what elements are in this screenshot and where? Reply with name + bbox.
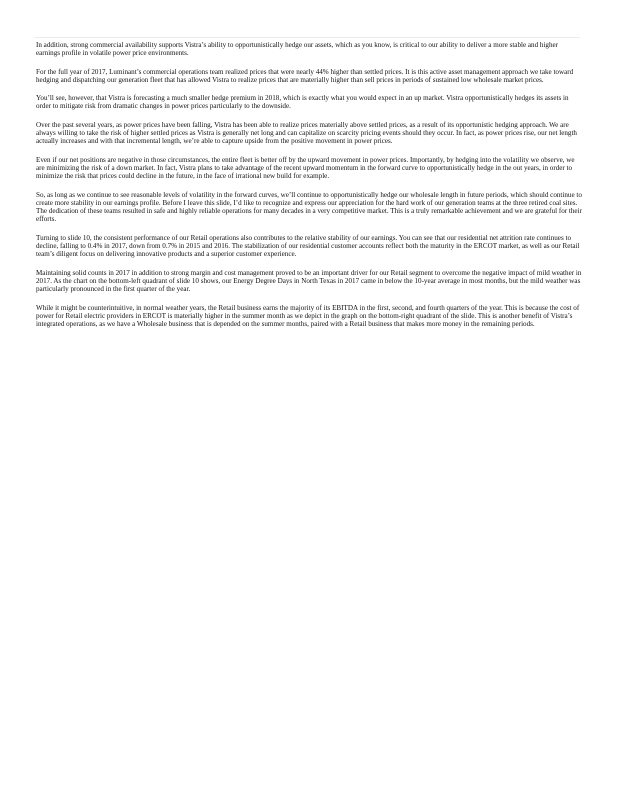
paragraph-forward-curves: So, as long as we continue to see reasonable levels of volatility in the forward curves, we’ll continue to opportunistically hedge our wholesale length in future periods, which should continue to create more stability in our earnings profile. Before I leave this slide, I’d like to recognize and express our appreciation for the hard work of our generation teams at the three retired coal sites. The dedication of these teams resulted in safe and highly reliable operations for many decades in a very competitive market. This is a truly remarkable achievement and we are grateful for their efforts.	[36, 190, 582, 224]
paragraph-mild-weather: Maintaining solid counts in 2017 in addition to strong margin and cost management proved to be an important driver for our Retail segment to overcome the negative impact of mild weather in 2017. As the chart on the bottom-left quadrant of slide 10 shows, our Energy Degree Days in North Texas in 2017 came in below the 10-year average in most months, but the mild weather was particularly pronounced in the first quarter of the year.	[36, 268, 582, 294]
paragraph-realized-prices-2017: For the full year of 2017, Luminant’s commercial operations team realized prices that were nearly 44% higher than settled prices. It is this active asset management approach we take toward hedging and dispatching our generation fleet that has allowed Vistra to realize prices that are materially higher than sell prices in periods of sustained low wholesale market prices.	[36, 67, 574, 84]
paragraph-hedge-premium-2018: You’ll see, however, that Vistra is forecasting a much smaller hedge premium in 2018, which is exactly what you would expect in an up market. Vistra opportunistically hedges its assets in order to mitigate risk from dramatic changes in power prices particularly to the downside.	[36, 94, 569, 111]
document-body	[36, 41, 582, 338]
paragraph-opportunistic-hedging: Over the past several years, as power prices have been falling, Vistra has been able to realize prices materially above settled prices, as a result of its opportunistic hedging approach. We are always willing to take the risk of higher settled prices as Vistra is generally net long and can capitalize on scarcity pricing events should they occur. In fact, as power prices rise, our net length actually increases and with that incremental length, we’re able to capture upside from the positive movement in power prices.	[36, 120, 577, 146]
paragraph-net-positions: Even if our net positions are negative in those circumstances, the entire fleet is better off by the upward movement in power prices. Importantly, by hedging into the volatility we observe, we are minimizing the risk of a down market. In fact, Vistra plans to take advantage of the recent upward momentum in the forward curve to opportunistically hedge in the out years, in order to minimize the risk that prices could decline in the future, in the face of irrational new build for example.	[36, 155, 575, 181]
paragraph-commercial-availability: In addition, strong commercial availability supports Vistra’s ability to opportunistically hedge our assets, which as you know, is critical to our ability to deliver a more stable and higher earnings profile in volatile power price environments.	[36, 41, 559, 58]
header-rule	[34, 37, 580, 38]
paragraph-retail-ebitda: While it might be counterintuitive, in normal weather years, the Retail business earns the majority of its EBITDA in the first, second, and fourth quarters of the year. This is because the cost of power for Retail electric providers in ERCOT is materially higher in the summer month as we depict in the graph on the bottom-right quadrant of the slide. This is another benefit of Vistra’s integrated operations, as we have a Wholesale business that is depended on the summer months, paired with a Retail business that makes more money in the remaining periods.	[36, 303, 580, 329]
paragraph-retail-operations: Turning to slide 10, the consistent performance of our Retail operations also contributes to the relative stability of our earnings. You can see that our residential net attrition rate continues to decline, falling to 0.4% in 2017, down from 0.7% in 2015 and 2016. The stabilization of our residential customer accounts reflect both the maturity in the ERCOT market, as well as our Retail team’s diligent focus on delivering innovative products and a superior customer experience.	[36, 233, 580, 259]
